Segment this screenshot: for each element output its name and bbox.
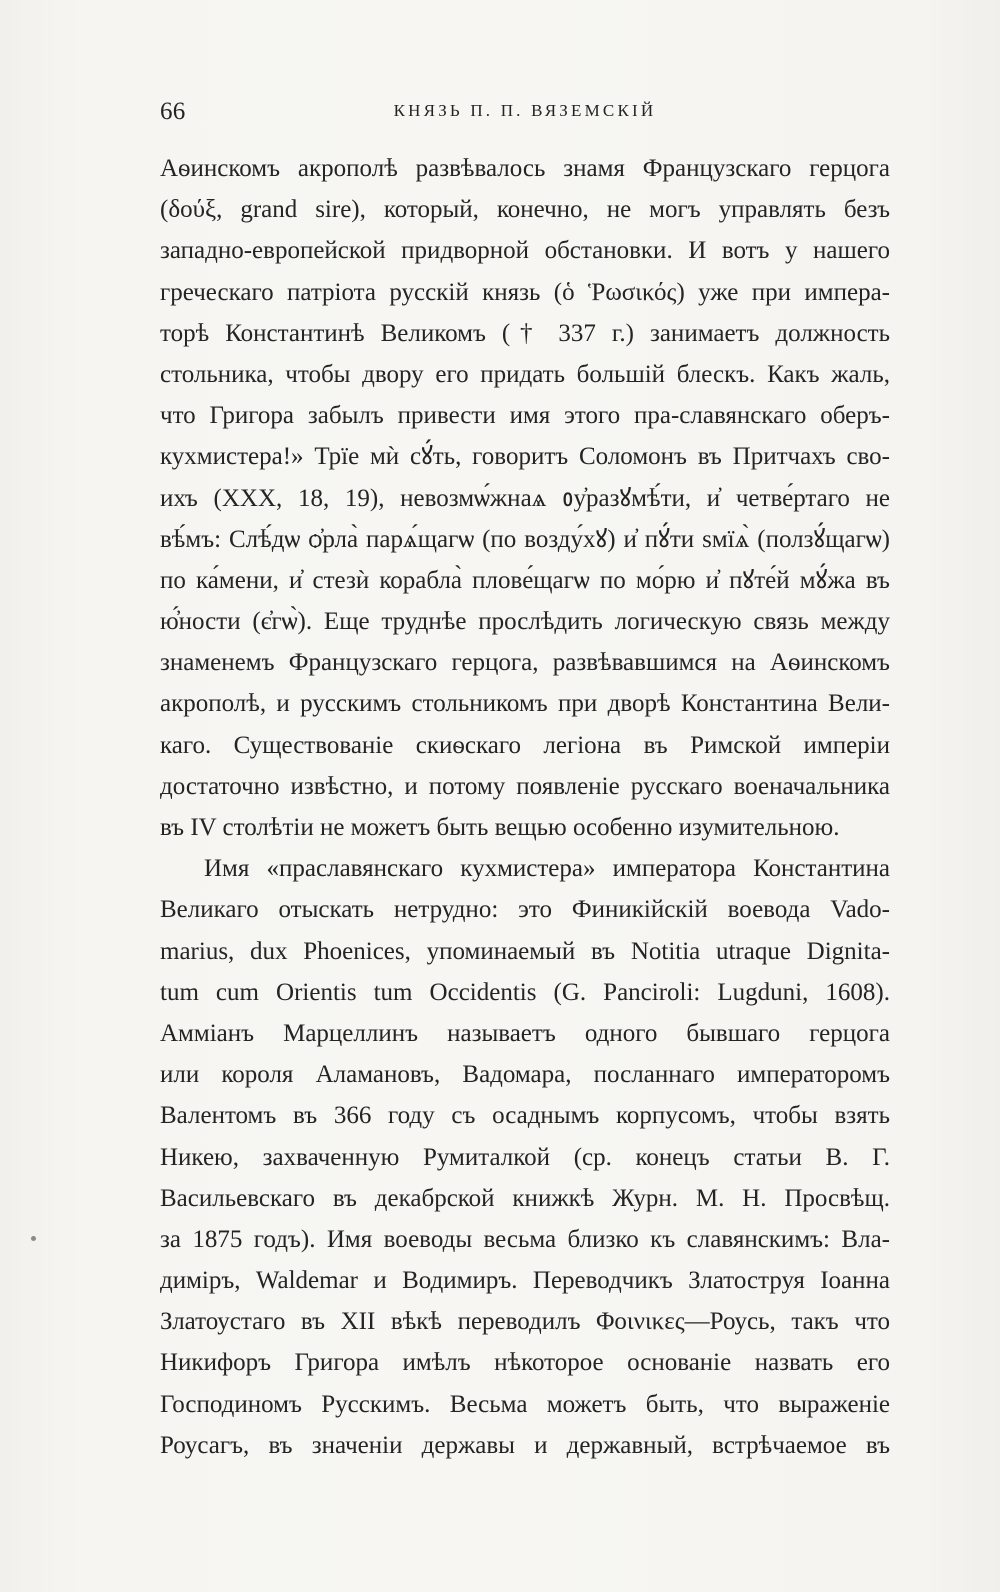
text-line: или короля Аламановъ, Вадомара, посланнаго императоромъ <box>160 1061 890 1089</box>
text-line: вѣ́мъ: Слѣ́дѡ ѻ҆рла̀ парѧ́щагѡ (по возду́хꙋ) и҆ пꙋ́ти ѕмїѧ̀ (ползꙋ́щагѡ) <box>160 525 890 553</box>
body-text <box>160 148 890 1466</box>
text-line: въ IV столѣтіи не можетъ быть вещью особенно изумительною. <box>160 814 840 841</box>
text-line: ю҆́ности (є҆гѡ̀). Еще труднѣе прослѣдить логическую связь между <box>160 608 890 636</box>
text-line: что Григора забылъ привести имя этого пра-славянскаго оберъ- <box>160 402 890 430</box>
text-line: кухмистера!» Трїе мѝ сꙋ́ть, говоритъ Соломонъ въ Притчахъ сво- <box>160 443 890 471</box>
paragraph-start-line: Имя «праславянскаго кухмистера» императора Константина <box>204 855 890 883</box>
text-line: Господиномъ Русскимъ. Весьма можетъ быть, что выраженіе <box>160 1390 890 1418</box>
text-line: (δούξ, grand sire), который, конечно, не могъ управлять безъ <box>160 196 890 224</box>
text-line: диміръ, Waldemar и Водимиръ. Переводчикъ Златоструя Іоанна <box>160 1267 890 1295</box>
text-line: marius, dux Phoenices, упоминаемый въ Notitia utraque Dignita- <box>160 937 890 965</box>
text-line: Никею, захваченную Румиталкой (ср. конецъ статьи В. Г. <box>160 1143 890 1171</box>
margin-dot <box>31 1236 36 1241</box>
text-line: достаточно извѣстно, и потому появленіе русскаго военачальника <box>160 772 890 800</box>
running-head: КНЯЗЬ П. П. ВЯЗЕМСКІЙ <box>393 101 657 120</box>
text-line: западно-европейской придворной обстановки. И вотъ у нашего <box>160 237 890 265</box>
text-line: знаменемъ Французскаго герцога, развѣвавшимся на Аѳинскомъ <box>160 649 890 677</box>
text-line: Роусагъ, въ значеніи державы и державный, встрѣчаемое въ <box>160 1431 890 1459</box>
text-line: Васильевскаго въ декабрской книжкѣ Журн. М. Н. Просвѣщ. <box>160 1184 890 1212</box>
text-line: Аѳинскомъ акрополѣ развѣвалось знамя Французскаго герцога <box>160 155 890 182</box>
text-line: Златоустаго въ XII вѣкѣ переводилъ Φοινικες—Роусь, такъ что <box>160 1308 890 1336</box>
text-line: стольника, чтобы двору его придать большій блескъ. Какъ жаль, <box>160 360 890 388</box>
page-header <box>160 98 890 134</box>
text-line: каго. Существованіе скиѳскаго легіона въ Римской имперіи <box>160 731 890 759</box>
text-line: ихъ (XXX, 18, 19), невозмѡ́жнаѧ ᲂу҆разꙋмѣ́ти, и҆ четве́ртаго не <box>160 484 890 512</box>
text-line: Никифоръ Григора имѣлъ нѣкоторое основаніе назвать его <box>160 1349 890 1377</box>
text-line: tum cum Orientis tum Occidentis (G. Panciroli: Lugduni, 1608). <box>160 978 890 1006</box>
text-line: акрополѣ, и русскимъ стольникомъ при дворѣ Константина Вели- <box>160 690 890 718</box>
text-line: Валентомъ въ 366 году съ осаднымъ корпусомъ, чтобы взять <box>160 1102 890 1130</box>
text-line: по ка́мени, и҆ стезѝ корабла̀ плове́щагѡ по мо́рю и҆ пꙋте́й мꙋ́жа въ <box>160 566 890 594</box>
text-line: торѣ Константинѣ Великомъ († 337 г.) занимаетъ должность <box>160 319 890 347</box>
page-number: 66 <box>160 98 186 125</box>
text-line: Амміанъ Марцеллинъ называетъ одного бывшаго герцога <box>160 1019 890 1047</box>
text-line: Великаго отыскать нетрудно: это Финикійскій воевода Vado- <box>160 896 890 924</box>
text-line: за 1875 годъ). Имя воеводы весьма близко къ славянскимъ: Вла- <box>160 1225 890 1253</box>
text-line: греческаго патріота русскій князь (ὁ Ῥωσικός) уже при импера- <box>160 278 890 306</box>
